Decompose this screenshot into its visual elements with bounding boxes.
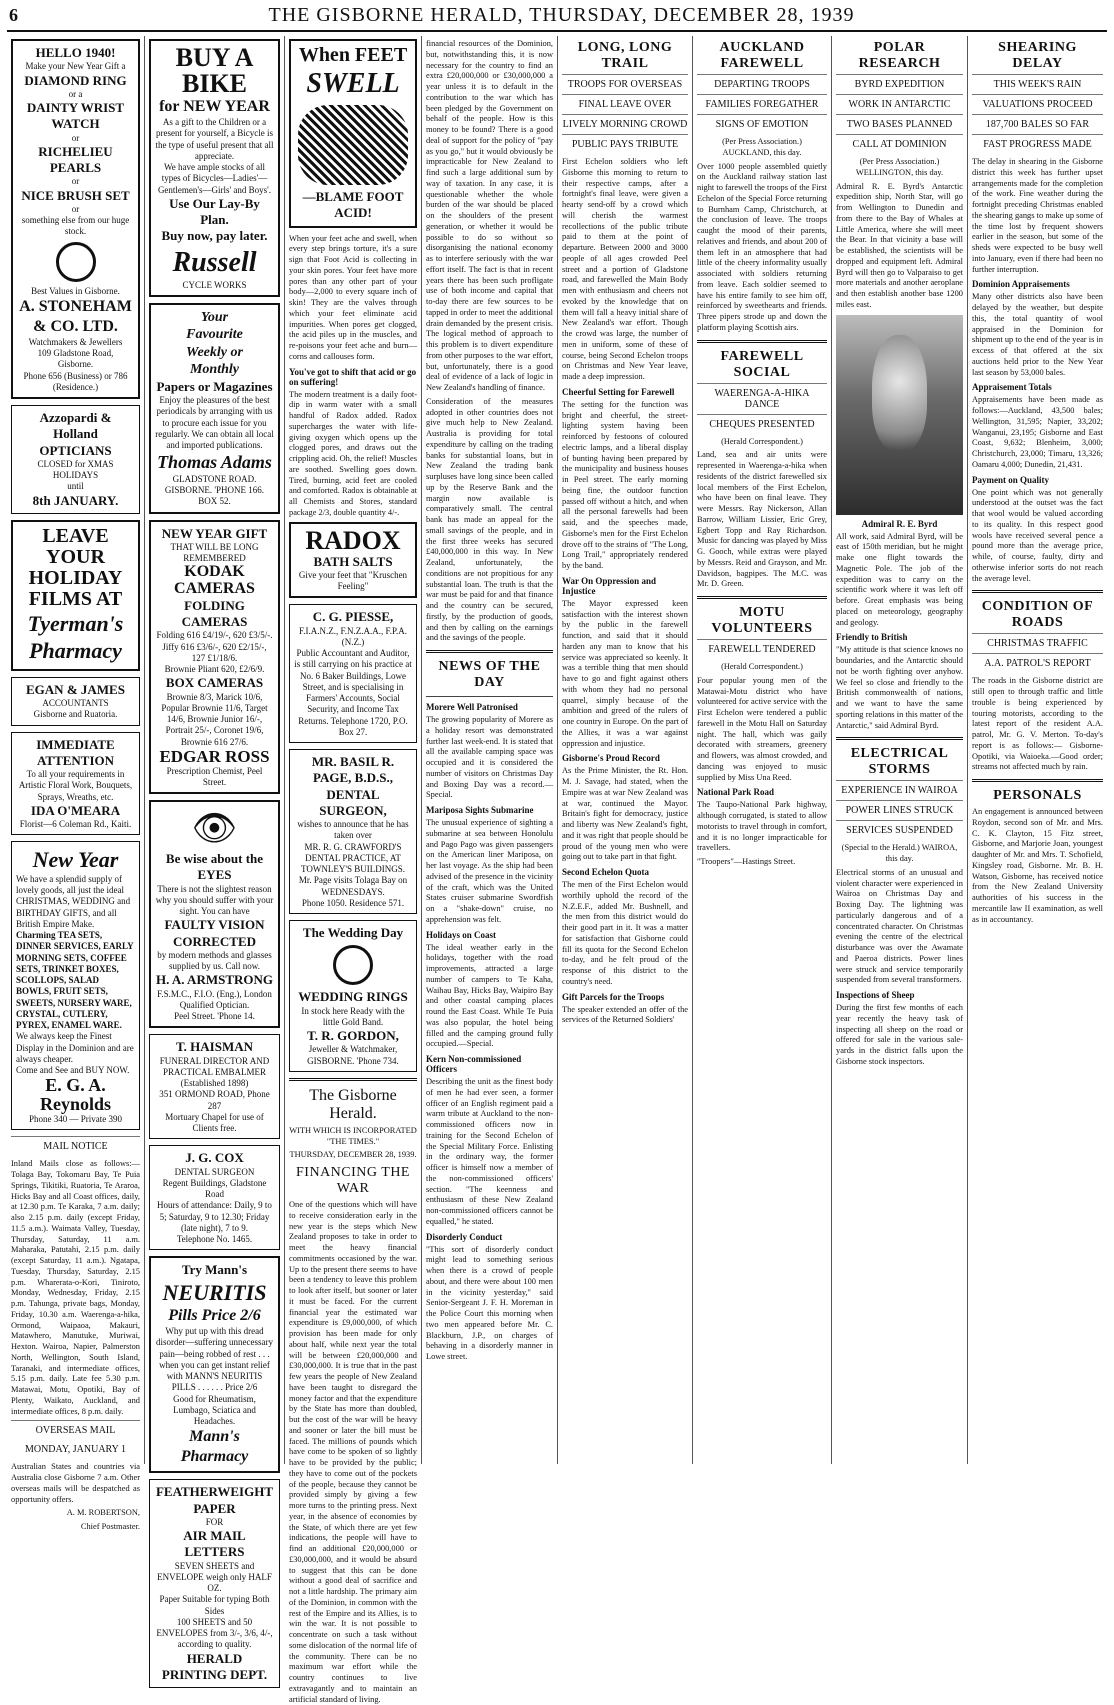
ad-text: Why put up with this dread disorder—suffering unnecessary pain—being robbed of rest . . . when you can get instant relief with MANN'S NEURITIS PILLS . . . . . . Price 2/6 [155,1326,274,1393]
ad-text: or [71,132,80,143]
article-body: The roads in the Gisborne district are still open to through traffic and little trouble is being experienced by touring motorists, according to the latest report of the resident A.A. patrol, Mr. G. V. Merton. To-day's report is as follows:— Gisborne-Opotiki, via Waioeka.—Good order; streams not affected much by rain. [972,676,1103,772]
ad-text: C. G. PIESSE, [312,609,394,625]
article-section-heading: Gisborne's Proud Record [562,753,660,764]
article-sub: A.A. PATROL'S REPORT [972,653,1103,673]
article-body: As the Prime Minister, the Rt. Hon. M. J. Savage, had stated, when the Empire was at war New Zealand was at war, continued the Mayor. Britain's fight for democracy, justice and liberty was New Zealand's fight, and it was right that people should be proud of the young men who were going out to take part in that fight. [562,766,688,862]
ad-tyerman [11,520,140,671]
article-body: The Taupo-National Park highway, although corrugated, is stated to allow motorists to travel through in comfort, and it is no longer impracticable for travellers. [697,800,827,853]
ad-text: or [71,176,80,187]
ad-text: something else from our huge stock. [21,215,130,237]
ad-text: Phone 1050. Residence 571. [301,897,405,908]
overseas-mail-title: OVERSEAS MAIL [11,1420,140,1440]
article-body: Electrical storms of an unusual and violent character were experienced in Wairoa on Christmas Day and Boxing Day. The lightning was particularly dangerous and of a concentrated character. On Christmas evening the centre of the electrical disturbance was over the Awamate and Paeroa districts. Power lines were struck and service temporarily suspended from several transformers. [836,867,963,985]
article-sub: SERVICES SUSPENDED [836,820,963,840]
article-body: Over 1000 people assembled quietly on the Auckland railway station last night to farewell the troops of the First Echelon of the Special Force returning to Burnham Camp, Christchurch, at the conclusion of leave. The troops caught the mood of their parents, relatives and friends, and about 200 of them left in an atmosphere that had little of the cheery informality usually associated with soldiers returning from leave. Each soldier seemed to have his entire family to see him off, reinforced by sweethearts and friends. Three pipers strode up and down the platform playing Scottish airs. [697,161,827,332]
ad-text: SEVEN SHEETS and ENVELOPE weigh only HALF OZ. [157,1560,272,1594]
article-credit: (Herald Correspondent.) [721,662,803,671]
leader-title: FINANCING THE WAR [296,1165,410,1196]
article-title: MOTU VOLUNTEERS [711,605,813,636]
ad-text: Charming TEA SETS, DINNER SERVICES, EARLY MORNING SETS, COFFEE SETS, TRINKET BOXES, SCOLLOPS, SALAD BOWLS, FRUIT SETS, SWEETS, NURSERY WARE, CRYSTAL, CUTLERY, PYREX, ENAMEL WARE. [16,930,134,1030]
article-sub: POWER LINES STRUCK [836,800,963,820]
ad-text: 100 SHEETS and 50 ENVELOPES from 3/-, 3/6, 4/-, according to quality. [156,1616,273,1650]
ad-text: F.S.M.C., F.I.O. (Eng.), London Qualified Optician. [157,988,272,1010]
ad-text: ACCOUNTANTS [42,698,109,708]
ad-text: Best Values in Gisborne. [31,285,120,296]
news-body: The ideal weather early in the holidays, together with the road improvements, attracted a large number of campers to Te Kaha, Waihau Bay, Hicks Bay, Waipiro Bay and other coastal camping places round the East Coast. While Te Puia was also popular, the hotel being filled and the camping ground fully occupied.—Special. [426,942,553,1049]
ad-cox [149,1145,280,1250]
article-section-heading: War On Oppression and Injustice [562,575,656,596]
ad-text: NEW YEAR GIFT [161,525,268,541]
ad-text: T. R. GORDON, [307,1028,399,1043]
ad-bike [149,39,280,297]
ad-text: Watchmakers & Jewellers [28,336,123,347]
ad-text: CYCLE WORKS [182,279,247,290]
ad-text: RICHELIEU PEARLS [38,143,113,175]
ad-text: T. HAISMAN [175,1039,254,1055]
column-7 [832,36,968,1464]
news-body: The growing popularity of Morere as a holiday resort was demonstrated further last week-end. It is stated that all the available camping space was occupied and it is considered the number of visitors on Christmas Day and Boxing Day was a record.—Special. [426,715,553,800]
ad-text: BUY A [175,43,254,72]
ad-text: Phone 656 (Business) or 786 (Residence.) [23,370,128,392]
ad-text: wishes to announce that he has taken over [297,819,409,841]
column-8 [968,36,1107,1464]
ad-text: (Established 1898) [180,1078,249,1089]
ad-text: BOX CAMERAS [165,675,264,691]
ad-text: HERALD PRINTING DEPT. [161,1650,268,1682]
column-1 [7,36,145,1532]
ad-thomas-adams [149,303,280,514]
ad-reynolds [11,841,140,1130]
article-sub: LIVELY MORNING CROWD [562,114,688,134]
ad-text: FILMS AT [28,587,123,610]
ad-text: FOLDING CAMERAS [181,597,248,630]
mail-notice-body: Inland Mails close as follows:— Tolaga Bay, Tokomaru Bay, Te Puia Springs, Tikitiki, Ruatoria, Te Araroa, Hicks Bay and all Coast offices, daily, at 12.30 p.m. Te Karaka, 7 a.m. daily; also 2.15 p.m. daily (except Friday, 11.5 a.m.). Waimata Valley, Tuesday, Thursday, Saturday, 11 a.m. Maharaka, Patutahi, 2.15 p.m. daily (except Saturday, 11 a.m.). Ngatapa, Tuesday, Thursday, Saturday, 2.15 p.m. Wharerata-o-Kori, Tiniroto, Monday, Wednesday, Friday, 2.15 p.m. Tahunga, private bags, Monday, Friday, 10.30 a.m. Waerenga-a-hika, Ormond, Waipaoa, Makauri, Matawhero, Manutuke, Muriwai, Hexton. Wairoa, Napier, Palmerston North, Wellington, South Island, Taranaki, and intermediate offices, 5.15 p.m. daily. Late fee 5.30 p.m. Matawai, Motu, Opotiki, Bay of Plenty, Waikato, Auckland, and intermediate offices, 8 p.m. daily. [11,1159,140,1416]
ad-text: SWELL [306,68,400,99]
signoff: Chief Postmaster. [80,1522,140,1532]
ad-text: DENTAL SURGEON, [319,786,387,818]
ad-haisman [149,1034,280,1139]
ad-text: or [71,203,80,214]
eye-icon: 👁 [191,808,238,849]
article-section-heading: Second Echelon Quota [562,867,650,877]
article-sub: WAERENGA-A-HIKA DANCE [697,383,827,414]
article-title: SHEARING DELAY [998,40,1077,71]
masthead [7,4,1107,32]
article-credit: (Herald Correspondent.) [721,436,803,446]
ad-text: Enjoy the pleasures of the best periodicals by arranging with us to procure each issue for you regularly. We can obtain all local and imported publications. [155,395,274,450]
ad-text: Mann's Pharmacy [180,1428,249,1466]
ad-text: Telephone No. 1465. [176,1234,253,1245]
article-sub: PUBLIC PAYS TRIBUTE [562,134,688,154]
ad-azzopardi [11,405,140,514]
ring-icon [56,242,96,282]
ad-text: When FEET [298,44,408,66]
news-body: "This sort of disorderly conduct might lead to something serious when there is a crowd of people about, and there were about 100 men in the vicinity yesterday," said Senior-Sergeant J. F. H. Moreman in the Police Court this morning when two men appeared before Mr. C. Blackburn, J.P., on charges of behaving in a disorderly manner in Lowe street. [426,1244,553,1361]
article-sub: FAREWELL TENDERED [697,639,827,659]
article-title: LONG, LONG TRAIL [577,40,673,71]
newspaper-page [7,4,1107,1704]
signoff: A. M. ROBERTSON, [66,1508,140,1518]
article-body: Appraisements have been made as follows:—Auckland, 43,500 bales; Wellington, 31,595; Napier, 33,202; Wanganui, 23,195; Gisborne and East Coast, 9,632; Blenheim, 3,000; Christchurch, 23,000; Timaru, 13,326; Oamaru 4,000; Dunedin, 21,431. [972,395,1103,469]
ad-text: CLOSED for XMAS HOLIDAYS [37,458,114,480]
article-sub: SIGNS OF EMOTION [697,114,827,134]
column-5 [558,36,693,1464]
ad-text: F.I.A.N.Z., F.N.Z.A.A., F.P.A. (N.Z.) [298,625,408,647]
ad-text: Regent Buildings, Gladstone Road [162,1177,267,1200]
ad-text: NEURITIS [162,1279,267,1305]
ad-text: Hours of attendance: Daily, 9 to 5; Saturday, 9 to 12.30; Friday (late night), 7 to 9. [157,1200,272,1233]
ad-text: THURSDAY, DECEMBER 28, 1939. [289,1150,417,1160]
article-sub: BYRD EXPEDITION [836,74,963,94]
page-number: 6 [9,5,18,25]
ad-text: BIKE [181,69,248,98]
ad-text: IDA O'MEARA [30,802,121,818]
ad-text: Monthly [189,362,239,378]
article-section-heading: Gift Parcels for the Troops [562,991,665,1002]
ad-text: Make your New Year Gift a [25,61,126,72]
ad-stoneham-gifts [11,39,140,399]
ad-text: BATH SALTS [313,553,393,569]
ad-manns-pharmacy [149,1256,280,1473]
ad-text: FAULTY VISION CORRECTED [164,917,265,949]
news-heading: Kern Non-commissioned Officers [426,1054,522,1074]
ad-text: We have a splendid supply of lovely goods, all just the ideal CHRISTMAS, WEDDING and BIRTHDAY GIFTS, and all British Empire Make. [16,873,131,929]
ad-text: HOLIDAY [28,566,123,589]
ring-icon [333,945,373,985]
article-body: The Mayor expressed keen satisfaction with the interest shown by the public in the farewell function, and said that it should harden any man to know that his service was appreciated so keenly. It was a terrible thing that men should have to go and fight against others with whom they had no personal quarrel, simply because of the ambition and greed of the rulers of one country in Europe. On the part of the Allies, it was a war against oppression and injustice. [562,598,688,748]
portrait-icon [872,335,928,451]
article-sub: TWO BASES PLANNED [836,114,963,134]
ad-text: AIR MAIL LETTERS [183,1528,246,1560]
ad-text: THAT WILL BE LONG REMEMBERED [170,541,259,563]
ad-text: Gisborne and Ruatoria. [33,709,118,720]
news-heading: Morere Well Patronised [426,702,518,712]
ad-text: Come and See and BUY NOW. [16,1065,130,1075]
article-body: "Troopers"—Hastings Street. [697,857,796,866]
article-body: During the first few months of each year recently the heavy task of inspecting all sheep on the road or offered for sale in the various sale-yards in the district falls upon the Gisborne stock inspectors. [836,1003,963,1066]
leader-body-continued: financial resources of the Dominion, but, notwithstanding this, it is now necessary for the country to find an extra £20,000,000 or £30,000,000 a year unless it is to default in the contribution to the war which has been pledged by the Government on behalf of the people. How is this money to be found? There is a good deal of support for the policy of "pay as you go," but it would obviously be impracticable for New Zealand to find such a large additional sum by way of taxation. In any case, it is questionable whether the whole burden of the war should be placed on the shoulders of the present generation, or whether it would be possible to do so without so disorganising the national economy as to interfere seriously with the war effort itself. The fact is that in recent years there has been such profligate use of both income and capital that to-day there are few sources to be tapped in order to meet the additional drain demanded by the present crisis. The logical method of approach to this problem is to divert expenditure from other purposes to the war effort, but, unfortunately, there is a good deal of evidence of a lack of logic in New Zealand's handling of finance. [426,39,553,392]
ad-text: Peel Street. 'Phone 14. [174,1011,255,1022]
news-heading: Holidays on Coast [426,929,497,940]
radox-sub: You've got to shift that acid or go on suffering! [289,366,417,387]
ad-text: Prescription Chemist, Peel Street. [166,765,263,787]
ad-text: MR. BASIL R. PAGE, B.D.S., [311,754,395,786]
news-heading: Disorderly Conduct [426,1231,503,1242]
mail-notice-title: MAIL NOTICE [11,1136,140,1156]
ad-text: —BLAME FOOT ACID! [302,189,404,221]
column-4 [422,36,558,1464]
article-credit: (Special to the Herald.) WAIROA, this day. [841,843,958,863]
overseas-mail-date: MONDAY, JANUARY 1 [24,1444,127,1456]
radox-logo [289,522,417,599]
article-title: PERSONALS [993,788,1082,803]
article-body: Land, sea and air units were represented in Waerenga-a-hika when residents of the district farewelled six local members of the First Echelon, who have been on final leave. They were Messrs. Ray Nickerson, Allan Barrow, William Lissier, Eric Grey, Egbert Topp and Ray Richardson. Music for dancing was played by Miss G. Gooch, while extras were played by Messrs. Reid and Grayson, and Mr. Davidson, bagpipes. The M.C. was Mr. D. Green. [697,450,827,589]
article-body: The setting for the function was bright and cheerful, the street-lighting system having been reinforced by festoons of coloured electric lamps, and a liberal display of bunting having been prepared by the municipality and business houses in Peel street. The early morning being fine, the outdoor function passed off without a hitch, and when all the personal farewells had been said, and the speeches made, Gisborne's men for the First Echelon drove off to the strains of "The Long, Long Trail," appropriately rendered by the band. [562,399,688,570]
ad-text: FEATHERWEIGHT PAPER [155,1484,274,1516]
ad-text: for NEW YEAR [159,98,270,115]
ad-piesse [289,604,417,743]
article-section-heading: Payment on Quality [972,474,1050,485]
column-6 [693,36,832,1464]
ad-armstrong [149,800,280,1028]
ad-text: Jeweller & Watchmaker, GISBORNE. 'Phone 734. [307,1044,399,1066]
article-sub: DEPARTING TROOPS [697,74,827,94]
ad-text: EDGAR ROSS [159,746,270,766]
article-body: First Echelon soldiers who left Gisborne this morning to return to their respective camps, after a fortnight's final leave, were given a hearty send-off by a crowd which will cherish the warmest recollections of the public tribute paid to them at the point of departure. Between 2000 and 3000 people of all ages crowded Peel street and a portion of Gladstone road, and farewelled the Main Body men with enthusiasm and cheers not evoked by the knowledge that on them will fall a heavy initial share of New Zealand's war effort. Though the crowd was large, the number of men in uniform, some of these of course, being Second Echelon troops on Christmas and New Year leave, made a deep impression. [562,157,688,381]
ad-text: Give your feet that "Kruschen Feeling" [298,569,408,591]
article-body: Many other districts also have been delayed by the weather, but despite this, the total quantity of wool appraised in the Dominion for shipment up to the end of the year is in excess of that offered at the six auctions held prior to the New Year last season by 53,000 bales. [972,292,1103,377]
ad-text: Favourite [186,327,243,343]
article-body: The delay in shearing in the Gisborne district this week has further upset arrangements made for the completion of the work. Fine weather during the fortnight preceding Christmas enabled the shearing gangs to make up some of the time lost by frequent showers earlier in the season, but some of the sheds were expected to be busy well into January, even if there had been no further interruption. [972,157,1103,274]
ad-text: Brownie Pliant 620, £2/6/9. [164,664,265,675]
overseas-mail-body: Australian States and countries via Australia close Gisborne 7 a.m. Other overseas mails will be despatched as opportunity offers. [11,1462,140,1504]
ad-text: 351 ORMOND ROAD, Phone 287 [159,1089,270,1111]
article-body: The men of the First Echelon would worthily uphold the record of the N.Z.E.F., added Mr. Bushnell, and the men from this district would do their good part in it. It was a matter for satisfaction that Gisborne could fill its quota for the Second Echelon to-day, and he felt proud of the response of this district to the country's need. [562,880,688,986]
ad-text: We have ample stocks of all types of Bicycles—Ladies'—Gentlemen's—Girls' and Boys'. [157,162,272,195]
news-heading: Mariposa Sights Submarine [426,805,534,815]
ad-text: As a gift to the Children or a present for yourself, a Bicycle is the type of useful present that all appreciate. [155,117,274,161]
news-body: The unusual experience of sighting a submarine at sea between Honolulu and Pago Pago was given passengers on the American liner Mariposa, on her last voyage. As the ship had been advised of the presence in the vicinity of the craft, which was the United States cruiser submarine Swordfish on a "shake-down" cruise, no apprehension was felt. [426,818,553,924]
article-section-heading: Inspections of Sheep [836,990,915,1000]
ad-text: The Gisborne Herald. [309,1086,397,1122]
ad-text: To all your requirements in Artistic Floral Work, Bouquets, Sprays, Wreaths, etc. [18,769,133,802]
ad-text: Russell [172,246,257,278]
ad-text: MR. R. G. CRAWFORD'S DENTAL PRACTICE, AT TOWNLEY'S BUILDINGS. [301,841,405,874]
article-sub: WORK IN ANTARCTIC [836,94,963,114]
article-credit: (Per Press Association.) WELLINGTON, this day. [855,157,944,177]
byrd-photo [836,315,963,515]
ad-headline: HELLO 1940! [35,45,116,60]
ad-text: E. G. A. Reynolds [39,1075,111,1115]
ad-text: Paper Suitable for typing Both Sides [159,1594,270,1616]
ad-basil-page [289,749,417,914]
ad-text: until [67,481,84,492]
ad-text: EGAN & JAMES [26,681,125,697]
leader-body-continued-2: Consideration of the measures adopted in other countries does not give much help to New Zealand. Australia is providing for total expenditure by calling on the trading banks for substantial loans, but in New Zealand the trading bank surpluses have long since been called up by the Reserve Bank and the margin now available is comparatively small. The central bank has made an appeal for the small savings of the people, and in the first three weeks has secured £40,000,000 in this way. In New Zealand, unfortunately, the conditions are not propitious for any substantial loan. The truth is that the war must be paid for and that finance and the country can be secured, firstly, by the production of goods, and then by calling on the earnings and the savings of the people. [426,396,553,643]
ad-text: FOR [205,1516,224,1527]
ad-text: Try Mann's [181,1262,248,1278]
ad-text: Your [200,309,229,325]
ad-kodak [149,520,280,795]
ad-text: A. STONEHAM & CO. LTD. [19,297,132,335]
ad-text: Public Accountant and Auditor, is still carrying on his practice at No. 6 Baker Buildings, Lowe Street, and is specialising in Farmers' Accounts, Social Security, and Income Tax Returns. Telephone 1720, P.O. Box 27. [294,648,412,737]
herald-leader-masthead [289,1087,417,1161]
article-credit: (Per Press Association.) AUCKLAND, this day. [722,137,802,157]
ad-text: In stock here Ready with the little Gold Band. [301,1005,405,1027]
ad-text: Weekly or [186,344,243,360]
article-sub: FINAL LEAVE OVER [562,94,688,114]
article-sub: THIS WEEK'S RAIN [972,74,1103,94]
ad-text: Papers or Magazines [156,378,273,394]
ad-text: OPTICIANS [39,442,112,458]
ad-text: Phone 340 — Private 390 [29,1114,122,1125]
radox-body: When your feet ache and swell, when every step brings torture, it's a sure sign that Foot Acid is collecting in your skin pores. Your feet have more pores than any other part of your body—2,000 to every square inch of skin! They are the valves through which your feet eliminate acid impurities. When pores get clogged, the acid piles up in the muscles, and re-poisons your feet ache and burn—corns and callouses form. [289,233,417,361]
article-section-heading: National Park Road [697,787,775,798]
ad-text: LEAVE [42,524,109,547]
article-body: Four popular young men of the Matawai-Motu district who have volunteered for active service with the First Echelon were tendered a public farewell in the Motu Hall on Saturday night. The hall, which was gaily decorated with streamers, greenery and flowers, was almost crowded, and dancing was enjoyed to music supplied by Miss Una Reed. [697,675,827,782]
article-title: POLAR RESEARCH [858,40,941,71]
ad-text: RADOX [305,525,401,555]
ad-text: WEDDING RINGS [298,989,408,1005]
news-of-the-day-title: NEWS OF THE DAY [438,659,541,690]
article-body: All work, said Admiral Byrd, will be east of 150th meridian, but he might make one flight towards the Magnetic Pole. The job of the expedition was to carry on the scientific work where it was left off before. Great emphasis was being placed on meteorology, geography and geology. [836,531,963,627]
ad-text: KODAK CAMERAS [174,563,255,598]
article-body: An engagement is announced between Roydon, second son of Mr. and Mrs. C. K. Clayton, 15 Fitz street, Gisborne, and Marjorie Joan, youngest daughter of Mr. and Mrs. T. Schofield, Kingsley road, Gisborne. Mr. B. H. Watson, Gisborne, has received notice from the New Zealand University authorities of his success in the mercantile law II examination, as well as in accountancy. [972,807,1103,924]
ad-text: by modern methods and glasses supplied by us. Call now. [157,949,272,972]
ad-text: New Year [32,847,119,873]
ad-text: DAINTY WRIST WATCH [26,100,125,132]
photo-caption: Admiral R. E. Byrd [861,518,938,529]
ad-text: DENTAL SURGEON [174,1166,255,1177]
ad-text: Mortuary Chapel for use of Clients free. [165,1111,264,1134]
article-title: AUCKLAND FAREWELL [719,40,805,71]
article-title: ELECTRICAL STORMS [850,746,949,778]
article-body: One point which was not generally understood at the outset was the fact that wool would be valued according to its quality. In this respect good wools have received several pence a pound more than the average price, while, of course, faulty, dirty and otherwise inferior sorts do not reach the average level. [972,487,1103,583]
ad-text: Thomas Adams [157,452,272,473]
ad-text: Azzopardi & Holland [39,410,112,442]
ad-text: YOUR [46,545,105,568]
ad-text: 8th JANUARY. [32,492,119,508]
article-section-heading: Cheerful Setting for Farewell [562,386,675,397]
article-sub: 187,700 BALES SO FAR [972,114,1103,134]
ad-text: Be wise about the EYES [165,851,264,883]
ad-text: Mr. Page visits Tolaga Bay on WEDNESDAYS. [298,875,408,897]
ad-featherweight [149,1479,280,1688]
article-sub: FAST PROGRESS MADE [972,134,1103,154]
news-body: Describing the unit as the finest body of men he had ever seen, a former officer of an English regiment paid a warm tribute at Auckland to the non-commissioned officers now in training for the Second Echelon of the Special Military Force. Enlisting in the ordinary way, the former officer is himself now a member of the non-commissioned officers' section. "The keenness and enthusiasm of these New Zealand non-commissioned officers cannot be equalled," he stated. [426,1077,553,1226]
ad-text: IMMEDIATE ATTENTION [36,736,115,768]
feet-illustration-icon [298,105,408,185]
masthead-title: THE GISBORNE HERALD, THURSDAY, DECEMBER 28, 1939 [268,4,855,26]
column-3 [285,36,422,1704]
ad-text: 109 Gladstone Road, [37,348,114,358]
article-sub: FAMILIES FOREGATHER [697,94,827,114]
radox-body-2: The modern treatment is a daily foot-dip in warm water with a small handful of Radox added. Radox supercharges the water with life-giving oxygen which opens up the clogged pores, and draws out the crippling acid. Oh, the relief! Muscles are soothed. Swelling goes down. Tired, burning, acid feet are cooled and comforted. Radox is obtainable at all Chemists and Stores, standard package 2/3, double quantity 4/-. [289,389,417,517]
ad-text: Pills Price 2/6 [168,1307,261,1325]
ad-text: Use Our Lay-By Plan. [169,195,260,227]
ad-text: J. G. COX [185,1150,244,1166]
ad-text: There is not the slightest reason why you should suffer with your sight. You can have [155,883,274,917]
ad-text: H. A. ARMSTRONG [155,972,273,988]
article-sub: CHEQUES PRESENTED [697,414,827,434]
ad-text: WITH WHICH IS INCORPORATED "THE TIMES." [289,1125,417,1146]
ad-text: Folding 616 £4/19/-, 620 £3/5/-. [156,630,273,641]
ad-text: Brownie 8/3, Marick 10/6, Popular Brownie 11/6, Target 14/6, Brownie Junior 16/-, Portrait 25/-, Coronet 19/6, Brownie 616 27/6. [161,691,268,747]
article-sub: CHRISTMAS TRAFFIC [972,633,1103,653]
ad-text: Florist—6 Coleman Rd., Kaiti. [19,819,132,829]
article-section-heading: Friendly to British [836,632,908,643]
ad-text: Gisborne. [57,359,94,370]
ad-text: Tyerman's [27,610,124,636]
article-body: The speaker extended an offer of the services of the Returned Soldiers' [562,1004,688,1025]
ad-omeara [11,732,140,836]
ad-radox [289,39,417,228]
article-body: Admiral R. E. Byrd's Antarctic expedition ship, North Star, will go from Wellington to Dunedin and from there to the Bay of Whales at Little America, where she will meet the Bear. In that vicinity a base will be established, the scientists will be dropped and equipment left. Admiral Byrd will then go to Valparaiso to get more materials and another aeroplane and then establish another base 1200 miles east. [836,181,963,309]
column-2 [145,36,285,1682]
ad-text: Pharmacy [29,638,122,664]
ad-text: Jiffy 616 £3/6/-, 620 £2/15/-, 127 £1/18/6. [162,641,267,663]
article-sub: CALL AT DOMINION [836,134,963,154]
ad-text: NICE BRUSH SET [21,187,130,203]
article-body: "My attitude is that science knows no boundaries, and the Antarctic should not be worth fighting over anyhow. We feel so close and friendly to the British commonwealth of nations, and we want to have the same sporting relations in this matter of the Antarctic," said Admiral Byrd. [836,645,963,730]
ad-text: DIAMOND RING [24,72,127,88]
ad-text: FUNERAL DIRECTOR AND PRACTICAL EMBALMER [159,1055,270,1077]
ad-gordon-rings [289,920,417,1072]
ad-text: The Wedding Day [302,925,404,940]
article-title: FAREWELL SOCIAL [720,348,804,380]
leader-body: One of the questions which will have to receive consideration early in the new year is the steps which New Zealand proposes to take in order to meet the heavy financial commitments occasioned by the war. Up to the present there seems to have been a tendency to leave this problem to look after itself, but sooner or later it must be faced. For the current financial year the estimated war expenditure is £9,000,000, of which provision has been made for only about half, while next year the total will be between £20,000,000 and £30,000,000. It is true that in the past few years the people of New Zealand have been taught to disregard the money factor and that the expenditure by the State has more than doubled, but the cost of the war will be heavy and sooner or later the bill must be faced. The millions of pounds which have come to be spoken of so lightly have to be provided by the public; they have to come out of the pockets of the people, because they cannot be provided simply by giving a few more turns to the printing press. Next year, in the absence of economies by the State, of which there are yet few indications, the people will have to find an additional £20,000,000 or £30,000,000, and it would be absurd to suggest that this can be done without a good deal of sacrifice and not a little hardship. The primary aim of the Dominion, in common with the rest of the Empire and its Allies, is to win the war. It is not possible to concentrate on such a task without some dislocation of the normal life of the community. There can be no maximum war effort while the country continues to live extravagantly and to maintain an artificial standard of living. [289,1200,417,1704]
article-sub: TROOPS FOR OVERSEAS [562,74,688,94]
ad-text: We always keep the Finest Display in the Dominion and are always cheaper. [16,1031,134,1064]
article-sub: VALUATIONS PROCEED [972,94,1103,114]
article-section-heading: Appraisement Totals [972,382,1052,393]
ad-text: Buy now, pay later. [161,228,268,244]
ad-text: or a [68,88,83,99]
article-sub: EXPERIENCE IN WAIROA [836,780,963,800]
article-title: CONDITION OF ROADS [981,599,1094,631]
ad-text: Good for Rheumatism, Lumbago, Sciatica and Headaches. [173,1393,256,1427]
ad-egan-james [11,677,140,726]
article-section-heading: Dominion Appraisements [972,279,1070,290]
ad-text: GLADSTONE ROAD. GISBORNE. 'PHONE 166. BOX 52. [164,473,265,507]
